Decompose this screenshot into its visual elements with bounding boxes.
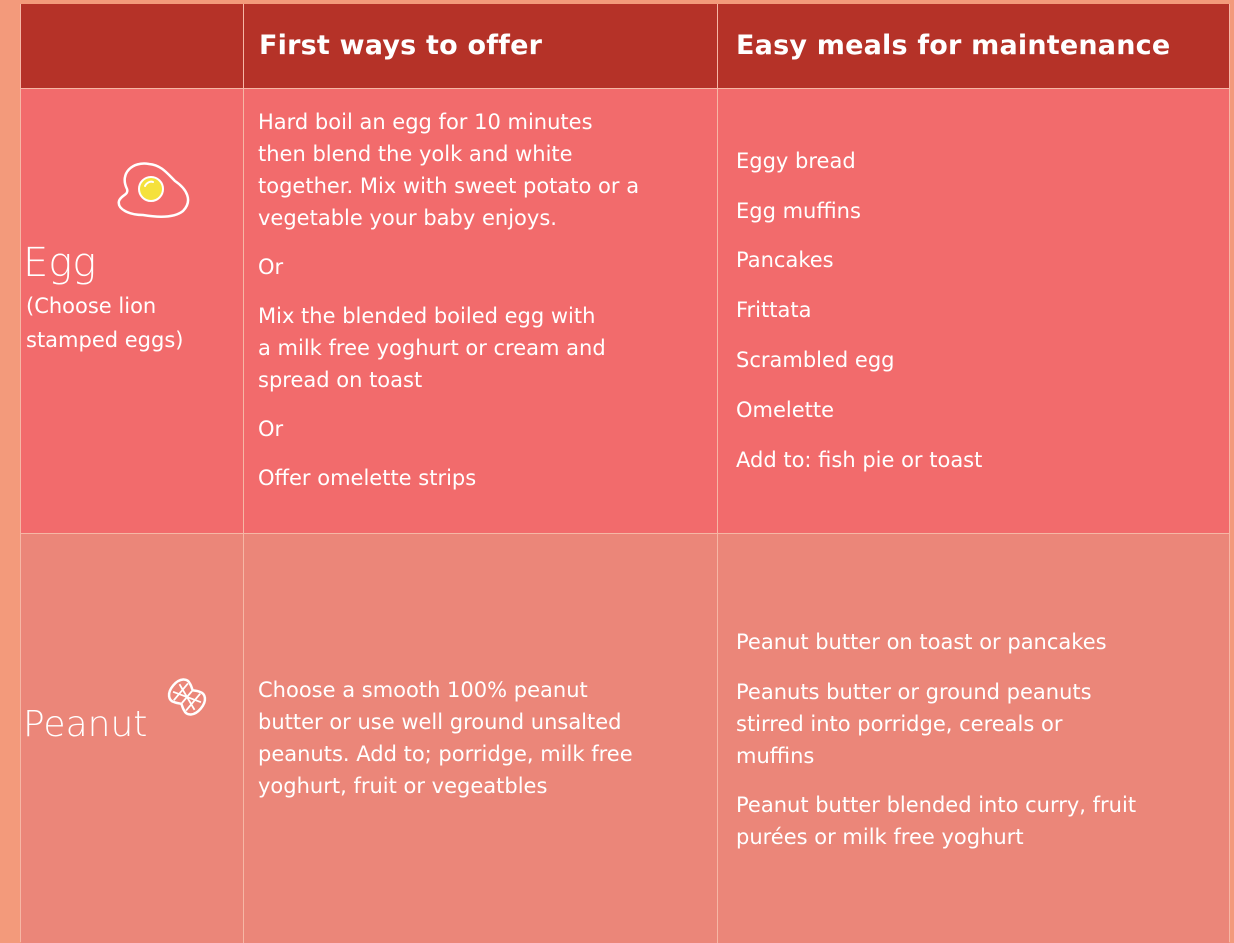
egg-row (21, 88, 1229, 533)
peanut-meal-line-3: stirred into porridge, cereals or (736, 712, 1063, 736)
egg-first-line-7: spread on toast (258, 368, 423, 392)
header-first-ways: First ways to offer (243, 4, 717, 88)
egg-first-line-1: Hard boil an egg for 10 minutes (258, 110, 593, 134)
header-easy-meals: Easy meals for maintenance (717, 4, 1229, 88)
egg-first-line-6: a milk free yoghurt or cream and (258, 336, 606, 360)
egg-or-2: Or (258, 417, 284, 441)
egg-meal-item: Frittata (736, 298, 812, 322)
egg-name: Egg (23, 240, 97, 286)
peanut-icon (161, 672, 213, 722)
egg-or-1: Or (258, 255, 284, 279)
egg-meal-item: Eggy bread (736, 149, 856, 173)
egg-note-line-1: (Choose lion (26, 294, 157, 318)
egg-meal-item: Scrambled egg (736, 348, 895, 372)
allergen-table (20, 4, 1230, 942)
peanut-first-line-1: Choose a smooth 100% peanut (258, 678, 588, 702)
peanut-row (21, 533, 1229, 943)
egg-first-line-5: Mix the blended boiled egg with (258, 304, 596, 328)
egg-meal-item: Pancakes (736, 248, 834, 272)
fried-egg-icon (109, 159, 195, 221)
header-row (21, 4, 1229, 88)
egg-note-line-2: stamped eggs) (26, 328, 184, 352)
peanut-meal-line-6: purées or milk free yoghurt (736, 825, 1024, 849)
peanut-meal-line-1: Peanut butter on toast or pancakes (736, 630, 1107, 654)
peanut-meal-line-5: Peanut butter blended into curry, fruit (736, 793, 1137, 817)
peanut-meal-line-4: muffins (736, 744, 815, 768)
egg-meal-item: Omelette (736, 398, 835, 422)
header-cell-empty (21, 4, 243, 88)
egg-first-line-3: together. Mix with sweet potato or a (258, 174, 640, 198)
egg-first-ways-cell (243, 89, 717, 533)
egg-meal-item: Add to: fish pie or toast (736, 448, 983, 472)
egg-food-cell (21, 89, 243, 533)
peanut-food-cell (21, 534, 243, 943)
peanut-first-line-4: yoghurt, fruit or vegeatbles (258, 774, 548, 798)
peanut-meal-line-2: Peanuts butter or ground peanuts (736, 680, 1092, 704)
egg-first-line-8: Offer omelette strips (258, 466, 477, 490)
peanut-first-ways-cell (243, 534, 717, 943)
egg-first-line-4: vegetable your baby enjoys. (258, 206, 557, 230)
peanut-easy-meals-cell (717, 534, 1229, 943)
peanut-first-line-3: peanuts. Add to; porridge, milk free (258, 742, 633, 766)
peanut-first-line-2: butter or use well ground unsalted (258, 710, 622, 734)
egg-meal-item: Egg muffins (736, 199, 861, 223)
egg-easy-meals-cell (717, 89, 1229, 533)
peanut-name: Peanut (23, 704, 148, 745)
egg-first-line-2: then blend the yolk and white (258, 142, 573, 166)
